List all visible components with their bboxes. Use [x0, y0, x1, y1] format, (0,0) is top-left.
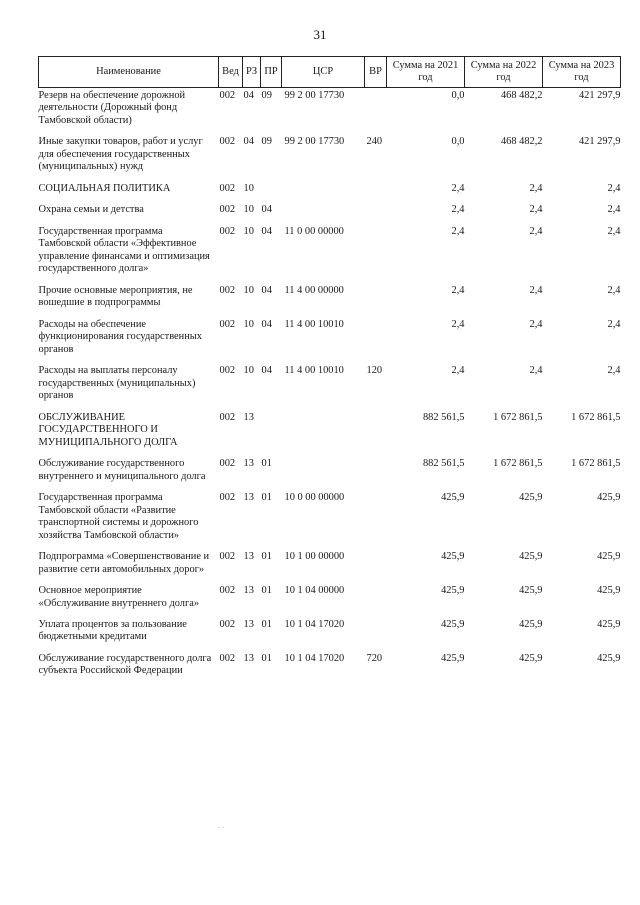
cell-rz: 13 [243, 492, 254, 504]
cell-name: Прочие основные мероприятия, не вошедшие в подпрограммы [38, 284, 193, 309]
cell-sum-2021: 2,4 [451, 318, 465, 330]
cell-rz: 13 [243, 618, 254, 630]
cell-sum-2023: 425,9 [597, 585, 621, 597]
table-row [39, 134, 621, 180]
cell-sum-2021: 2,4 [451, 225, 465, 237]
cell-csr [282, 456, 365, 490]
cell-sum-2023: 2,4 [607, 365, 621, 377]
cell-sum-2022: 2,4 [529, 318, 543, 330]
cell-pr: 04 [261, 365, 272, 377]
cell-csr [282, 181, 365, 202]
cell-pr: 01 [261, 492, 272, 504]
cell-vr [365, 549, 387, 583]
cell-sum-2021: 2,4 [451, 284, 465, 296]
cell-ved: 002 [219, 618, 236, 630]
cell-csr [282, 410, 365, 456]
cell-csr: 10 1 04 00000 [284, 585, 345, 597]
cell-sum-2022: 468 482,2 [500, 136, 543, 148]
table-row [39, 617, 621, 651]
cell-csr: 10 1 04 17020 [284, 652, 345, 664]
header-pr: ПР [261, 57, 282, 88]
table-body [39, 88, 621, 685]
cell-name: Подпрограмма «Совершенствование и развитие сети автомобильных дорог» [38, 551, 210, 575]
cell-sum-2022: 1 672 861,5 [493, 458, 543, 470]
cell-ved: 002 [219, 492, 236, 504]
cell-sum-2023: 2,4 [607, 284, 621, 296]
cell-ved: 002 [219, 284, 236, 296]
page-number: 31 [313, 27, 327, 42]
header-rz: РЗ [243, 57, 261, 88]
cell-sum-2022: 425,9 [519, 585, 543, 597]
cell-sum-2023: 421 297,9 [578, 90, 621, 101]
cell-sum-2021: 425,9 [441, 618, 465, 630]
cell-vr: 120 [366, 365, 383, 377]
cell-name: Расходы на обеспечение функционирования государственных органов [38, 318, 202, 355]
cell-sum-2022: 2,4 [529, 284, 543, 296]
cell-sum-2021: 2,4 [451, 365, 465, 377]
cell-vr [365, 410, 387, 456]
table-row [39, 224, 621, 283]
header-sum-2022: Сумма на 2022 год [465, 57, 543, 88]
cell-pr: 01 [261, 652, 272, 664]
cell-rz: 10 [243, 365, 254, 377]
cell-pr: 01 [261, 618, 272, 630]
table-row [39, 181, 621, 202]
cell-csr: 10 1 00 00000 [284, 551, 345, 563]
cell-rz: 13 [243, 458, 254, 470]
cell-vr [365, 283, 387, 317]
cell-vr [365, 617, 387, 651]
header-vr: ВР [365, 57, 387, 88]
cell-sum-2023: 425,9 [597, 492, 621, 504]
cell-rz: 10 [243, 225, 254, 237]
header-ved: Вед [219, 57, 243, 88]
cell-name: Уплата процентов за пользование бюджетными кредитами [38, 618, 187, 643]
cell-csr: 99 2 00 17730 [284, 136, 345, 148]
cell-rz: 04 [243, 136, 254, 148]
cell-pr: 04 [261, 284, 272, 296]
cell-ved: 002 [219, 585, 236, 597]
cell-sum-2023: 2,4 [607, 225, 621, 237]
cell-name: Охрана семьи и детства [38, 204, 144, 216]
cell-vr [365, 202, 387, 223]
budget-table [38, 56, 621, 685]
cell-name: Расходы на выплаты персоналу государственных (муниципальных) органов [38, 365, 196, 402]
cell-sum-2021: 2,4 [451, 182, 465, 194]
cell-pr: 09 [261, 136, 272, 148]
cell-ved: 002 [219, 551, 236, 563]
scan-artifact: · · [218, 824, 225, 832]
cell-name: Обслуживание государственного внутреннего и муниципального долга [38, 458, 206, 482]
header-sum-2021: Сумма на 2021 год [387, 57, 465, 88]
cell-csr: 11 4 00 10010 [284, 318, 344, 330]
cell-sum-2023: 421 297,9 [578, 136, 621, 148]
cell-sum-2022: 425,9 [519, 618, 543, 630]
cell-pr [261, 410, 282, 456]
cell-sum-2023: 2,4 [607, 182, 621, 194]
cell-vr: 240 [366, 136, 383, 148]
cell-rz: 13 [243, 411, 254, 423]
cell-sum-2023: 425,9 [597, 618, 621, 630]
cell-pr: 01 [261, 585, 272, 597]
cell-sum-2021: 425,9 [441, 652, 465, 664]
cell-ved: 002 [219, 411, 236, 423]
cell-csr: 11 4 00 10010 [284, 365, 344, 377]
cell-rz: 10 [243, 182, 254, 194]
cell-rz: 13 [243, 551, 254, 563]
cell-vr [365, 583, 387, 617]
cell-csr: 99 2 00 17730 [284, 90, 345, 101]
table-row [39, 317, 621, 363]
cell-vr [365, 456, 387, 490]
cell-rz: 10 [243, 284, 254, 296]
cell-ved: 002 [219, 365, 236, 377]
cell-ved: 002 [219, 458, 236, 470]
table-row [39, 490, 621, 549]
table-row [39, 202, 621, 223]
cell-name: ОБСЛУЖИВАНИЕ ГОСУДАРСТВЕННОГО И МУНИЦИПАЛЬНОГО ДОЛГА [38, 411, 178, 448]
cell-vr [365, 88, 387, 135]
cell-csr: 11 4 00 00000 [284, 284, 344, 296]
cell-sum-2022: 425,9 [519, 551, 543, 563]
cell-sum-2023: 1 672 861,5 [571, 458, 621, 470]
header-csr: ЦСР [282, 57, 365, 88]
cell-sum-2022: 425,9 [519, 492, 543, 504]
cell-sum-2022: 425,9 [519, 652, 543, 664]
cell-name: Иные закупки товаров, работ и услуг для обеспечения государственных (муниципальных) нужд [38, 136, 203, 173]
table-row [39, 651, 621, 685]
cell-rz: 10 [243, 204, 254, 216]
cell-rz: 13 [243, 652, 254, 664]
cell-sum-2023: 2,4 [607, 318, 621, 330]
cell-vr: 720 [366, 652, 383, 664]
cell-sum-2022: 2,4 [529, 182, 543, 194]
cell-sum-2021: 425,9 [441, 492, 465, 504]
cell-pr [261, 181, 282, 202]
cell-pr: 09 [261, 90, 272, 101]
cell-sum-2022: 2,4 [529, 365, 543, 377]
cell-name: Государственная программа Тамбовской области «Развитие транспортной системы и дорожного хозяйства Тамбовской области» [38, 492, 199, 541]
header-sum-2023: Сумма на 2023 год [543, 57, 621, 88]
cell-sum-2023: 425,9 [597, 551, 621, 563]
cell-vr [365, 181, 387, 202]
table-header [39, 57, 621, 88]
cell-csr [282, 202, 365, 223]
cell-pr: 04 [261, 204, 272, 216]
cell-csr: 10 1 04 17020 [284, 618, 345, 630]
cell-csr: 11 0 00 00000 [284, 225, 344, 237]
cell-rz: 10 [243, 318, 254, 330]
table-row [39, 456, 621, 490]
table-row [39, 283, 621, 317]
cell-sum-2022: 468 482,2 [500, 90, 543, 101]
table-row [39, 549, 621, 583]
cell-ved: 002 [219, 225, 236, 237]
cell-rz: 13 [243, 585, 254, 597]
cell-csr: 10 0 00 00000 [284, 492, 345, 504]
cell-name: Резерв на обеспечение дорожной деятельности (Дорожный фонд Тамбовской области) [38, 90, 186, 126]
cell-sum-2021: 425,9 [441, 551, 465, 563]
cell-sum-2021: 882 561,5 [422, 458, 465, 470]
cell-sum-2021: 0,0 [451, 90, 465, 101]
cell-sum-2021: 882 561,5 [422, 411, 465, 423]
table-row [39, 583, 621, 617]
cell-name: СОЦИАЛЬНАЯ ПОЛИТИКА [38, 182, 171, 194]
cell-name: Обслуживание государственного долга субъекта Российской Федерации [38, 652, 212, 677]
cell-pr: 04 [261, 318, 272, 330]
cell-name: Основное мероприятие «Обслуживание внутреннего долга» [38, 585, 200, 609]
cell-ved: 002 [219, 182, 236, 194]
cell-pr: 01 [261, 551, 272, 563]
table-row [39, 88, 621, 135]
cell-sum-2023: 1 672 861,5 [571, 411, 621, 423]
cell-vr [365, 224, 387, 283]
cell-sum-2022: 2,4 [529, 204, 543, 216]
cell-ved: 002 [219, 90, 236, 101]
cell-sum-2023: 425,9 [597, 652, 621, 664]
cell-sum-2023: 2,4 [607, 204, 621, 216]
cell-sum-2021: 425,9 [441, 585, 465, 597]
cell-vr [365, 490, 387, 549]
cell-sum-2021: 0,0 [451, 136, 465, 148]
header-name: Наименование [39, 57, 219, 88]
cell-ved: 002 [219, 652, 236, 664]
cell-sum-2022: 2,4 [529, 225, 543, 237]
cell-ved: 002 [219, 204, 236, 216]
cell-sum-2021: 2,4 [451, 204, 465, 216]
table-row [39, 410, 621, 456]
table-row [39, 363, 621, 409]
cell-pr: 01 [261, 458, 272, 470]
cell-name: Государственная программа Тамбовской области «Эффективное управление финансами и оптимизация государственного долга» [38, 225, 210, 275]
cell-pr: 04 [261, 225, 272, 237]
cell-ved: 002 [219, 318, 236, 330]
cell-vr [365, 317, 387, 363]
cell-rz: 04 [243, 90, 254, 101]
cell-sum-2022: 1 672 861,5 [493, 411, 543, 423]
cell-ved: 002 [219, 136, 236, 148]
